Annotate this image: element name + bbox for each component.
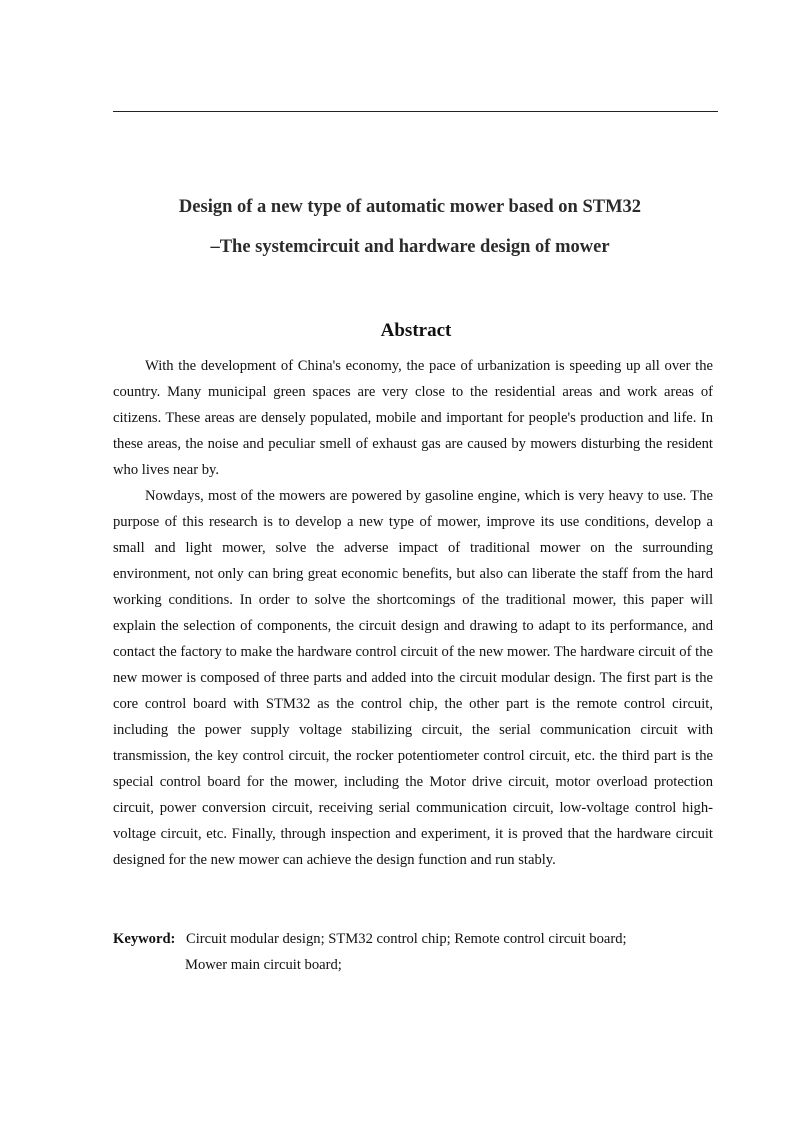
abstract-heading: Abstract bbox=[380, 320, 452, 341]
abstract-paragraph-2: Nowdays, most of the mowers are powered by gasoline engine, which is very heavy to use. The purpose of this research is to develop a new type of mower, improve its use conditions, develop a small and light mower, solve the adverse impact of traditional mower on the surrounding environment, not only can bring great economic benefits, but also can liberate the staff from the hard working conditions. In order to solve the shortcomings of the traditional mower, this paper will explain the selection of components, the circuit design and drawing to adapt to its performance, and contact the factory to make the hardware control circuit of the new mower. The hardware circuit of the new mower is composed of three parts and added into the circuit modular design. The first part is the core control board with STM32 as the control chip, the other part is the remote control circuit, including the power supply voltage stabilizing circuit, the serial communication circuit with transmission, the key control circuit, the rocker potentiometer control circuit, etc. the third part is the special control board for the mower, including the Motor drive circuit, motor overload protection circuit, power conversion circuit, receiving serial communication circuit, low-voltage control high-voltage circuit, etc. Finally, through inspection and experiment, it is proved that the hardware circuit designed for the new mower can achieve the design function and run stably. bbox=[113, 488, 713, 868]
keywords-label: Keyword: bbox=[113, 931, 176, 947]
keywords-line-2: Mower main circuit board; bbox=[185, 957, 342, 973]
paper-subtitle: –The systemcircuit and hardware design of mower bbox=[210, 237, 610, 257]
keywords-block bbox=[113, 926, 713, 978]
header-rule bbox=[113, 111, 718, 112]
abstract-paragraph-1: With the development of China's economy, the pace of urbanization is speeding up all over the country. Many municipal green spaces are very close to the residential areas and work areas of citizens. These areas are densely populated, mobile and important for people's production and life. In these areas, the noise and peculiar smell of exhaust gas are caused by mowers disturbing the resident who lives near by. bbox=[113, 358, 713, 478]
keywords-line-1: Circuit modular design; STM32 control chip; Remote control circuit board; bbox=[186, 931, 627, 947]
paper-title: Design of a new type of automatic mower based on STM32 bbox=[178, 197, 642, 217]
abstract-body bbox=[113, 353, 713, 873]
